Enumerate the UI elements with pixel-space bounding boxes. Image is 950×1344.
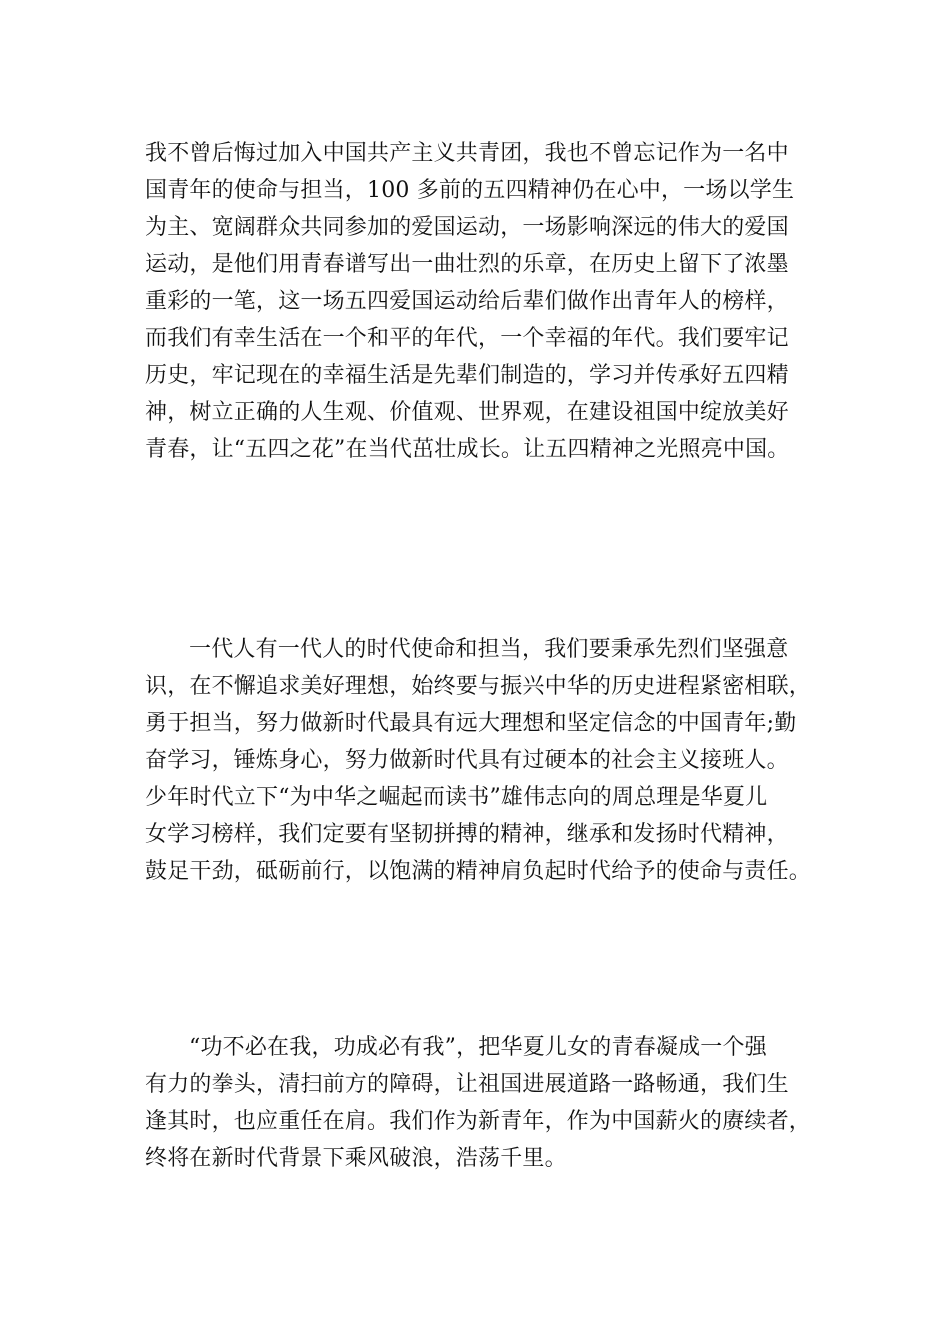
text-line: 神，树立正确的人生观、价值观、世界观，在建设祖国中绽放美好 xyxy=(145,400,789,425)
text-line: 勇于担当，努力做新时代最具有远大理想和坚定信念的中国青年;勤 xyxy=(145,711,797,736)
text-line: 少年时代立下“为中华之崛起而读书”雄伟志向的周总理是华夏儿 xyxy=(145,785,768,810)
text-line: 历史，牢记现在的幸福生活是先辈们制造的，学习并传承好五四精 xyxy=(145,363,789,388)
text-line-first: “功不必在我，功成必有我”，把华夏儿女的青春凝成一个强 xyxy=(189,1035,767,1060)
text-line: 有力的拳头，清扫前方的障碍，让祖国进展道路一路畅通，我们生 xyxy=(145,1072,789,1097)
text-line: 为主、宽阔群众共同参加的爱国运动，一场影响深远的伟大的爱国 xyxy=(145,215,789,240)
text-line: 女学习榜样，我们定要有坚韧拼搏的精神，继承和发扬时代精神， xyxy=(145,822,789,847)
text-line: 终将在新时代背景下乘风破浪，浩荡千里。 xyxy=(145,1146,567,1171)
text-line: 逢其时，也应重任在肩。我们作为新青年，作为中国薪火的赓续者， xyxy=(145,1109,812,1134)
text-line: 鼓足干劲，砥砺前行，以饱满的精神肩负起时代给予的使命与责任。 xyxy=(145,859,812,884)
paragraph-1 xyxy=(145,135,794,468)
text-line: 国青年的使命与担当，100 多前的五四精神仍在心中，一场以学生 xyxy=(145,178,795,203)
text-line: 青春，让“五四之花”在当代茁壮成长。让五四精神之光照亮中国。 xyxy=(145,437,790,462)
text-line: 而我们有幸生活在一个和平的年代，一个幸福的年代。我们要牢记 xyxy=(145,326,789,351)
text-line: 奋学习，锤炼身心，努力做新时代具有过硬本的社会主义接班人。 xyxy=(145,748,789,773)
text-line: 我不曾后悔过加入中国共产主义共青团，我也不曾忘记作为一名中 xyxy=(145,141,789,166)
text-line: 重彩的一笔，这一场五四爱国运动给后辈们做作出青年人的榜样， xyxy=(145,289,789,314)
paragraph-3 xyxy=(145,1029,811,1177)
text-line: 识，在不懈追求美好理想，始终要与振兴中华的历史进程紧密相联， xyxy=(145,674,812,699)
text-line: 运动，是他们用青春谱写出一曲壮烈的乐章，在历史上留下了浓墨 xyxy=(145,252,789,277)
text-line-first: 一代人有一代人的时代使命和担当，我们要秉承先烈们坚强意 xyxy=(189,637,789,662)
paragraph-2 xyxy=(145,631,811,890)
